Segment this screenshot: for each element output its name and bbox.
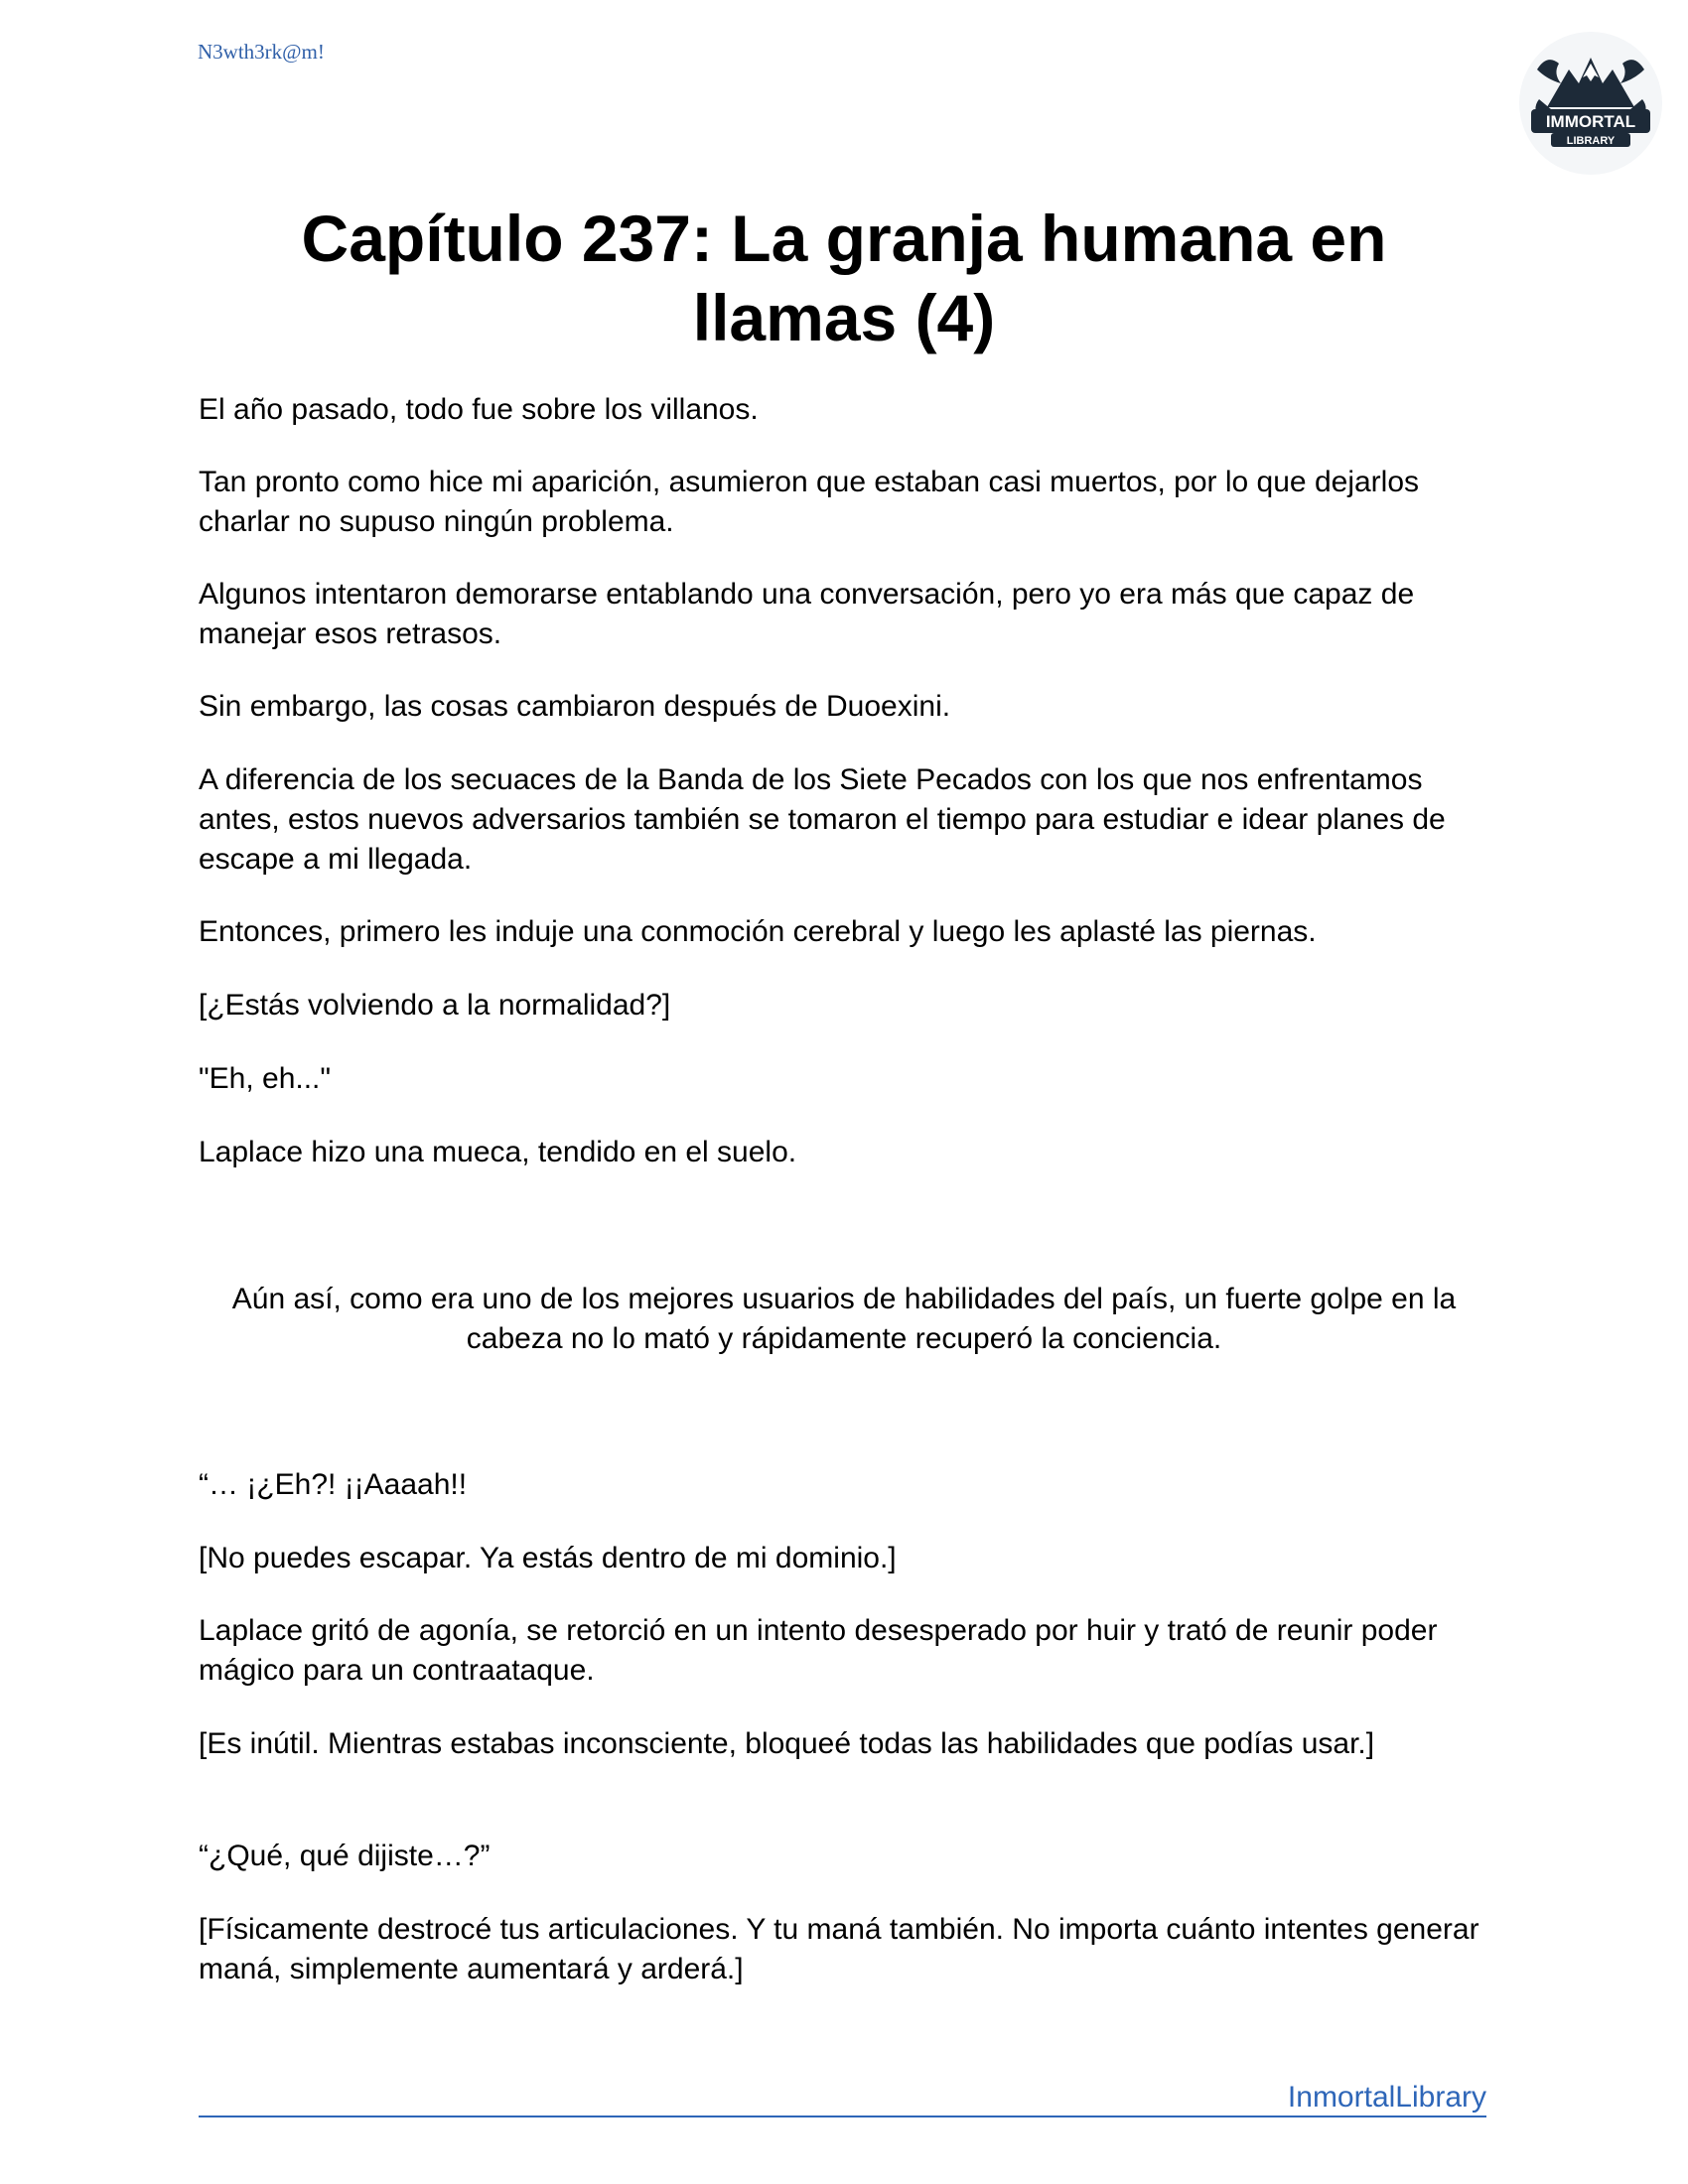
footer-divider <box>199 2116 1486 2117</box>
watermark: N3wth3rk@m! <box>198 40 325 64</box>
paragraph: A diferencia de los secuaces de la Banda de los Siete Pecados con los que nos enfrentamos antes, estos nuevos adversarios también se tomaron el tiempo para estudiar e idear planes de escape a mi llegada. <box>199 763 1446 876</box>
immortal-library-logo <box>1517 30 1664 177</box>
paragraph: [No puedes escapar. Ya estás dentro de mi dominio.] <box>199 1542 897 1574</box>
paragraph: [Físicamente destrocé tus articulaciones. Y tu maná también. No importa cuánto intentes generar maná, simplemente aumentará y arderá.] <box>199 1913 1479 1985</box>
paragraph: “¿Qué, qué dijiste…?” <box>199 1840 491 1872</box>
logo-text-line2: LIBRARY <box>1566 135 1616 147</box>
centered-paragraph: Aún así, como era uno de los mejores usuarios de habilidades del país, un fuerte golpe en la cabeza no lo mató y rápidamente recuperó la conciencia. <box>231 1283 1457 1355</box>
paragraph: Algunos intentaron demorarse entablando una conversación, pero yo era más que capaz de manejar esos retrasos. <box>199 578 1415 650</box>
chapter-title <box>199 199 1489 357</box>
paragraph: Laplace gritó de agonía, se retorció en un intento desesperado por huir y trató de reunir poder mágico para un contraataque. <box>199 1614 1438 1687</box>
paragraph: El año pasado, todo fue sobre los villanos. <box>199 393 759 426</box>
paragraph: [Es inútil. Mientras estabas inconsciente, bloqueé todas las habilidades que podías usar.] <box>199 1727 1375 1760</box>
paragraph: "Eh, eh..." <box>199 1062 332 1095</box>
paragraph: Sin embargo, las cosas cambiaron después de Duoexini. <box>199 690 951 723</box>
footer-link[interactable]: InmortalLibrary <box>1287 2081 1486 2114</box>
chapter-title-line1: Capítulo 237: La granja humana en <box>301 202 1387 275</box>
paragraph: Tan pronto como hice mi aparición, asumieron que estaban casi muertos, por lo que dejarlos charlar no supuso ningún problema. <box>199 466 1420 538</box>
paragraph: Entonces, primero les induje una conmoción cerebral y luego les aplasté las piernas. <box>199 915 1317 948</box>
chapter-title-line2: llamas (4) <box>692 281 996 354</box>
paragraph: [¿Estás volviendo a la normalidad?] <box>199 989 671 1022</box>
paragraph: “… ¡¿Eh?! ¡¡Aaaah!! <box>199 1468 468 1501</box>
logo-text-line1: IMMORTAL <box>1545 112 1636 131</box>
paragraph: Laplace hizo una mueca, tendido en el suelo. <box>199 1136 797 1168</box>
